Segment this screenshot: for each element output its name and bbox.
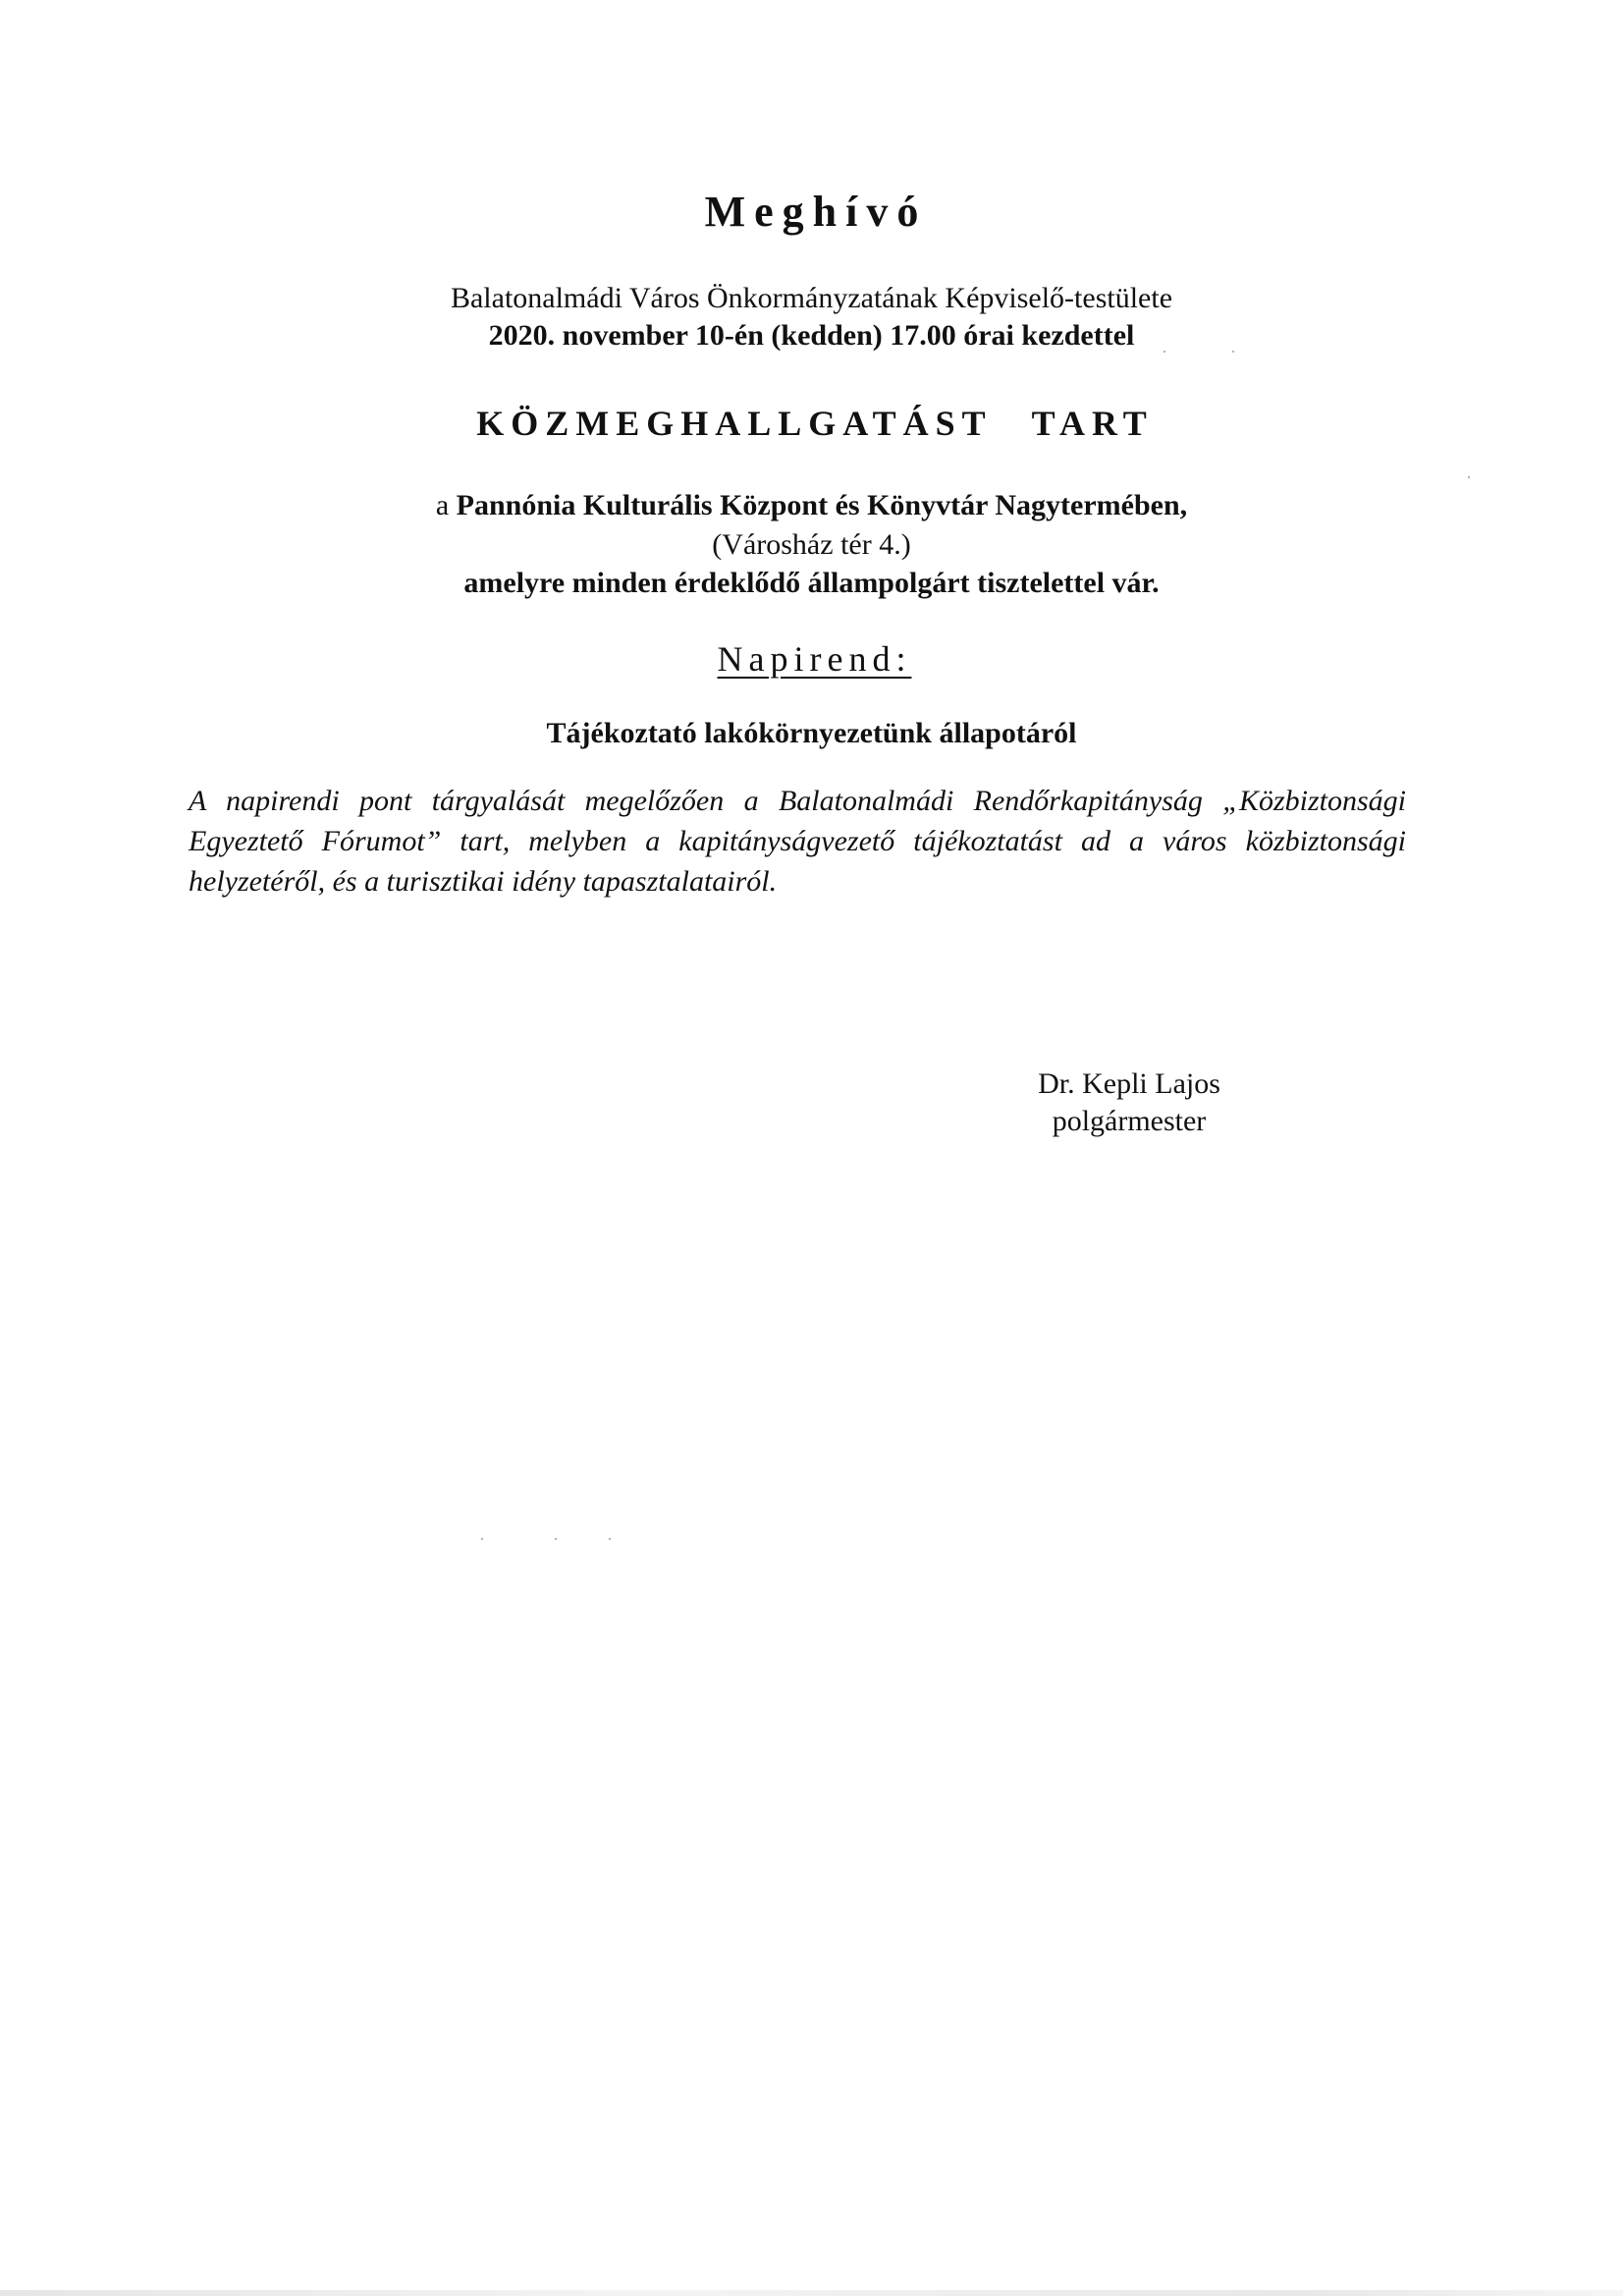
- scan-speck: [555, 1538, 557, 1540]
- date-time-line: 2020. november 10-én (kedden) 17.00 órai kezdettel: [488, 319, 1135, 352]
- scan-speck: [609, 1538, 611, 1540]
- agenda-item: Tájékoztató lakókörnyezetünk állapotáról: [546, 717, 1077, 749]
- headline-part2: TART: [1031, 404, 1154, 443]
- venue-line: [0, 489, 1623, 522]
- scan-edge: [0, 2290, 1623, 2296]
- agenda-heading: [0, 638, 1623, 680]
- agenda-label: Napirend:: [717, 639, 912, 679]
- scan-speck: [481, 1538, 483, 1540]
- venue-prefix: a: [435, 489, 457, 521]
- headline-part1: KÖZMEGHALLGATÁST: [476, 404, 993, 443]
- document-title: Meghívó: [704, 188, 928, 236]
- scan-speck: [1163, 351, 1165, 353]
- agenda-description: A napirendi pont tárgyalását megelőzően a Balatonalmádi Rendőrkapitányság „Közbiztonsági Egyeztető Fórumot” tart, melyben a kapitányságvezető tájékoztatást ad a város közbiztonsági helyzetéről, és a turisztikai idény tapasztalatairól.: [189, 785, 1406, 898]
- venue-address: (Városház tér 4.): [712, 528, 911, 561]
- event-headline: [0, 403, 1623, 444]
- venue-name: Pannónia Kulturális Központ és Könyvtár Nagytermében,: [456, 489, 1188, 521]
- invitation-line: amelyre minden érdeklődő állampolgárt tisztelettel vár.: [463, 567, 1160, 599]
- signature-block: [982, 1066, 1276, 1140]
- scan-speck: [1232, 351, 1234, 353]
- scan-speck: [1468, 476, 1470, 478]
- signer-title: polgármester: [1052, 1105, 1207, 1137]
- issuer-line: Balatonalmádi Város Önkormányzatának Képviselő-testülete: [450, 282, 1173, 314]
- signer-name: Dr. Kepli Lajos: [1038, 1067, 1220, 1100]
